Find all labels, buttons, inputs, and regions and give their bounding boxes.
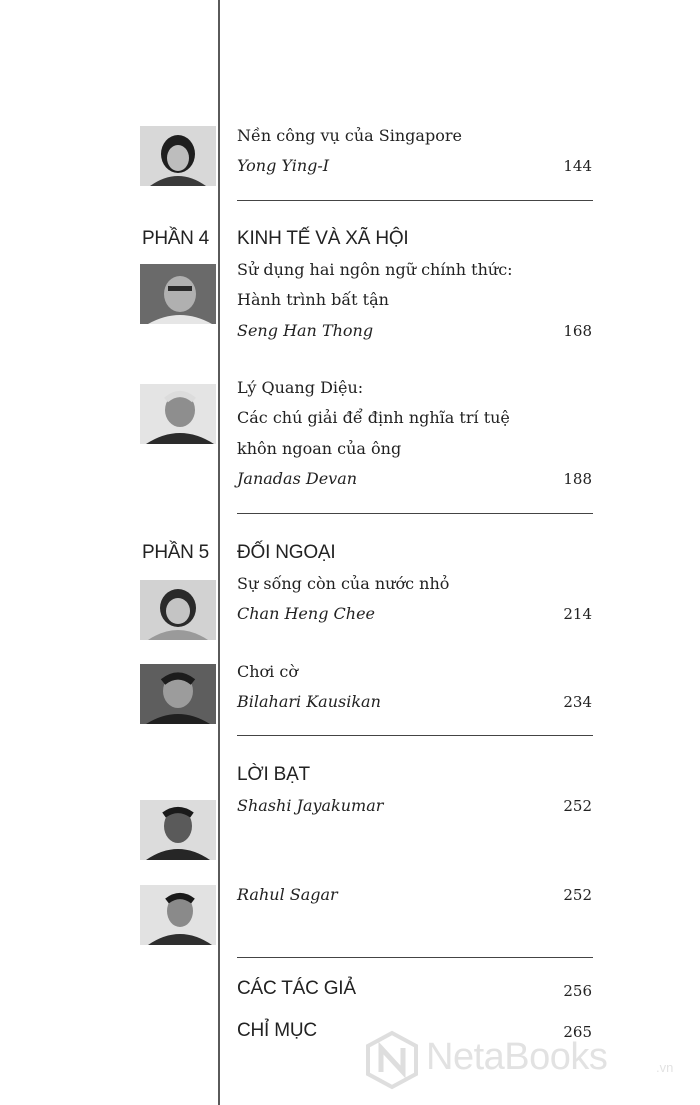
section-divider: [237, 200, 593, 201]
entry-page-number: 188: [563, 470, 592, 488]
entry-title-line: Các chú giải để định nghĩa trí tuệ: [237, 408, 510, 427]
author-photo-yong-ying-i: [140, 126, 216, 186]
entry-page-number: 234: [563, 693, 592, 711]
author-photo-janadas-devan: [140, 384, 216, 444]
entry-page-number: 252: [563, 886, 592, 904]
entry-author: Rahul Sagar: [237, 885, 338, 904]
section-divider: [237, 957, 593, 958]
entry-author: Janadas Devan: [237, 469, 358, 488]
entry-title-line: khôn ngoan của ông: [237, 439, 402, 458]
author-photo-chan-heng-chee: [140, 580, 216, 640]
entry-page-number: 168: [563, 322, 592, 340]
entry-author: Bilahari Kausikan: [237, 692, 381, 711]
author-photo-seng-han-thong: [140, 264, 216, 324]
watermark-text: NetaBooks: [426, 1036, 608, 1078]
watermark: [364, 1030, 694, 1090]
entry-page-number: 252: [563, 797, 592, 815]
entry-title-line: Sử dụng hai ngôn ngữ chính thức:: [237, 260, 513, 279]
vertical-rule: [218, 0, 220, 1105]
entry-title-line: Lý Quang Diệu:: [237, 378, 364, 397]
entry-title-line: Nền công vụ của Singapore: [237, 126, 462, 145]
part-label: PHẦN 5: [142, 542, 209, 563]
entry-author: Seng Han Thong: [237, 321, 374, 340]
watermark-logo-icon: [364, 1030, 420, 1090]
entry-title-line: Sự sống còn của nước nhỏ: [237, 574, 450, 593]
back-matter-index-page: 265: [563, 1023, 592, 1041]
part-label: PHẦN 4: [142, 228, 209, 249]
back-matter-authors: CÁC TÁC GIẢ: [237, 978, 356, 999]
entry-page-number: 144: [563, 157, 592, 175]
entry-author: Shashi Jayakumar: [237, 796, 384, 815]
section-divider: [237, 513, 593, 514]
entry-author: Chan Heng Chee: [237, 604, 376, 623]
back-matter-authors-page: 256: [563, 982, 592, 1000]
part-title: KINH TẾ VÀ XÃ HỘI: [237, 228, 409, 249]
watermark-suffix: .vn: [656, 1060, 674, 1075]
author-photo-rahul-sagar: [140, 885, 216, 945]
afterword-heading: LỜI BẠT: [237, 764, 310, 785]
entry-title-line: Chơi cờ: [237, 662, 298, 681]
section-divider: [237, 735, 593, 736]
author-photo-shashi-jayakumar: [140, 800, 216, 860]
part-title: ĐỐI NGOẠI: [237, 542, 336, 563]
back-matter-index: CHỈ MỤC: [237, 1020, 317, 1041]
author-photo-bilahari-kausikan: [140, 664, 216, 724]
entry-page-number: 214: [563, 605, 592, 623]
entry-author: Yong Ying-I: [237, 156, 330, 175]
entry-title-line: Hành trình bất tận: [237, 290, 389, 309]
